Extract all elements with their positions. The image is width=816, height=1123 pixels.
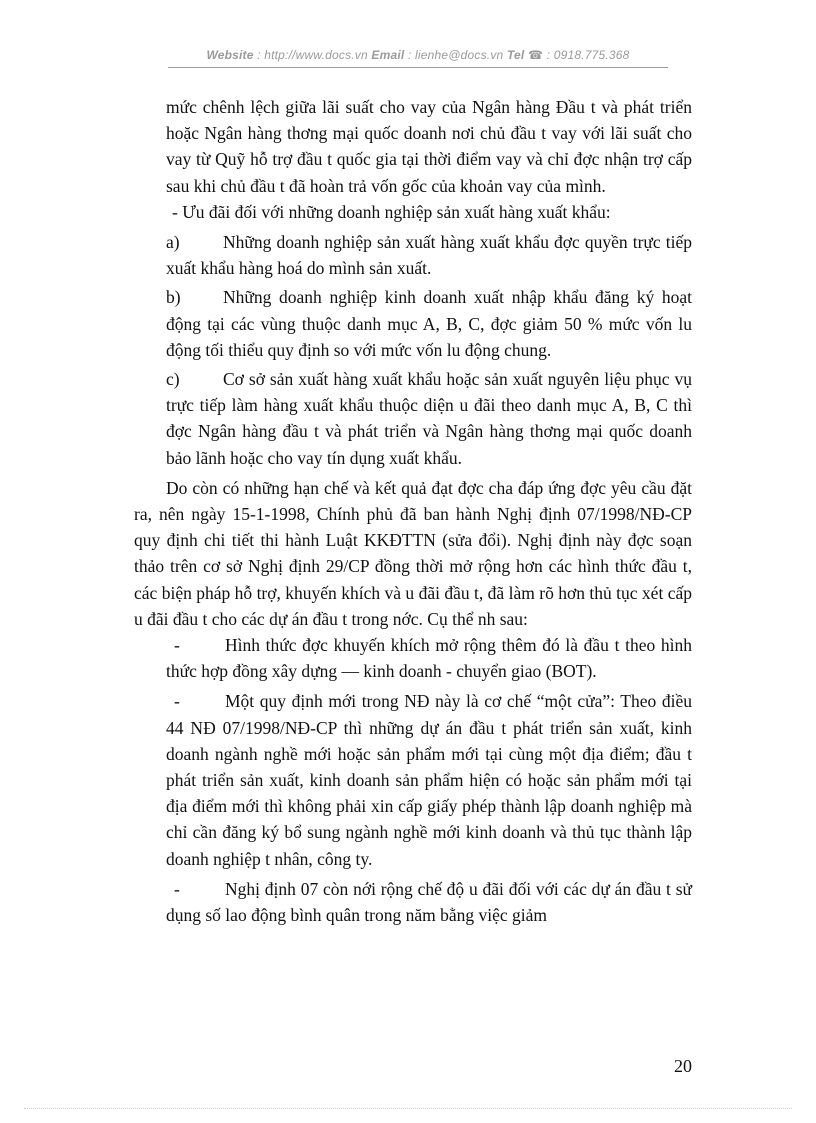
dash-text-2: Một quy định mới trong NĐ này là cơ chế “một cửa”: Theo điều 44 NĐ 07/1998/NĐ-CP thì những dự án đầu t phát triển sản xuất, kinh doanh ngành nghề mới hoặc sản phẩm mới tại cùng một địa điểm; đầu t phát triển sản xuất, kinh doanh sản phẩm hiện có hoặc sản phẩm mới tại địa điểm mới thì không phải xin cấp giấy phép thành lập doanh nghiệp mà chỉ cần đăng ký bổ sung ngành nghề mới kinh doanh và thủ tục thành lập doanh nghiệp t nhân, công ty. [166,691,692,869]
website-label: Website [206,48,254,62]
paragraph-3: Do còn có những hạn chế và kết quả đạt đợc cha đáp ứng đợc yêu cầu đặt ra, nên ngày 15-1-1998, Chính phủ đã ban hành Nghị định 07/1998/NĐ-CP quy định chi tiết thi hành Luật KKĐTTN (sửa đổi). Nghị định này đợc soạn thảo trên cơ sở Nghị định 29/CP đồng thời mở rộng hơn các hình thức đầu t, các biện pháp hỗ trợ, khuyến khích và u đãi đầu t, đã làm rõ hơn thủ tục xét cấp u đãi đầu t cho các dự án đầu t trong nớc. Cụ thể nh sau: [134,477,692,629]
dash-marker-1: - [174,635,180,656]
header-divider [168,67,668,68]
dash-marker-2: - [174,691,180,712]
email-label: Email [371,48,405,62]
tel-value: ☎ : 0918.775.368 [524,48,630,62]
dash-item-2 [166,688,692,871]
dash-item-3 [166,876,692,928]
dash-list [166,632,692,928]
dash-marker-3: - [174,878,180,899]
dash-text-1: Hình thức đợc khuyến khích mở rộng thêm đó là đầu t theo hình thức hợp đồng xây dựng — kinh doanh - chuyển giao (BOT). [166,635,692,682]
list-marker-c: c) [166,369,180,390]
tel-label: Tel [506,48,525,62]
paragraph-2: - Ưu đãi đối với những doanh nghiệp sản xuất hàng xuất khẩu: [172,201,611,222]
page-header [168,48,668,62]
website-value: : http://www.docs.vn [253,48,372,62]
list-item-a [166,229,692,281]
page-number: 20 [674,1056,692,1076]
list-text-a: Những doanh nghiệp sản xuất hàng xuất khẩu đợc quyền trực tiếp xuất khẩu hàng hoá do mình sản xuất. [166,232,692,279]
list-text-c: Cơ sở sản xuất hàng xuất khẩu hoặc sản xuất nguyên liệu phục vụ trực tiếp làm hàng xuất khẩu thuộc diện u đãi theo danh mục A, B, C thì đợc Ngân hàng đầu t và phát triển và Ngân hàng thơng mại quốc doanh bảo lãnh hoặc cho vay tín dụng xuất khẩu. [166,369,692,468]
list-text-b: Những doanh nghiệp kinh doanh xuất nhập khẩu đăng ký hoạt động tại các vùng thuộc danh mục A, B, C, đợc giảm 50 % mức vốn lu động tối thiểu quy định so với mức vốn lu động chung. [166,287,692,360]
dash-item-1 [166,632,692,684]
footer-divider [24,1108,792,1109]
paragraph-1: mức chênh lệch giữa lãi suất cho vay của Ngân hàng Đầu t và phát triển hoặc Ngân hàng thơng mại quốc doanh nơi chủ đầu t vay với lãi suất cho vay từ Quỹ hỗ trợ đầu t quốc gia tại thời điểm vay và chỉ đợc nhận trợ cấp sau khi chủ đầu t đã hoàn trả vốn gốc của khoản vay của mình. [166,97,692,196]
list-item-c [166,366,692,471]
email-value: : lienhe@docs.vn [404,48,507,62]
dash-text-3: Nghị định 07 còn nới rộng chế độ u đãi đối với các dự án đầu t sử dụng số lao động bình quân trong năm bằng việc giảm [166,878,692,926]
list-marker-b: b) [166,287,181,308]
list-item-b [166,284,692,363]
list-marker-a: a) [166,232,180,253]
page-body [134,94,692,928]
